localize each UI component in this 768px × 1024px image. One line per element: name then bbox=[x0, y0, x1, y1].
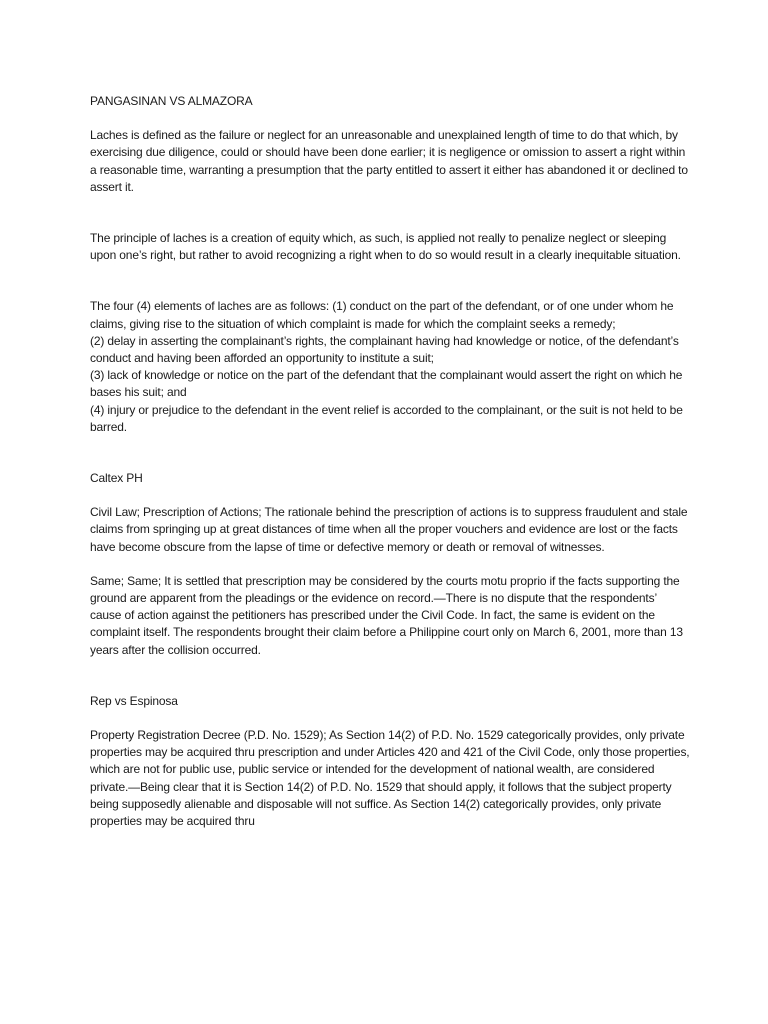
section-heading-pangasinan: PANGASINAN VS ALMAZORA bbox=[90, 94, 253, 108]
section-heading-rep-espinosa: Rep vs Espinosa bbox=[90, 693, 178, 708]
spacer bbox=[90, 110, 690, 127]
paragraph-laches-elements-4: (4) injury or prejudice to the defendant in the event relief is accorded to the complainant, or the suit is not held to be barred. bbox=[90, 402, 683, 434]
section-heading-caltex: Caltex PH bbox=[90, 471, 143, 486]
spacer bbox=[90, 659, 690, 693]
paragraph-laches-elements-3: (3) lack of knowledge or notice on the part of the defendant that the complainant would assert the right on which he bases his suit; and bbox=[90, 368, 683, 400]
paragraph-prescription-rationale: Civil Law; Prescription of Actions; The rationale behind the prescription of actions is to suppress fraudulent and stale claims from springing up at great distances of time when all the proper vouchers and evidence are lost or the facts have become obscure from the lapse of time or defective memory or death or removal of witnesses. bbox=[90, 505, 688, 554]
paragraph-laches-elements-1: The four (4) elements of laches are as follows: (1) conduct on the part of the defendant, or of one under whom he claims, giving rise to the situation of which complaint is made for which the complaint seeks a remedy; bbox=[90, 299, 674, 331]
paragraph-property-registration: Property Registration Decree (P.D. No. 1529); As Section 14(2) of P.D. No. 1529 categorically provides, only private properties may be acquired thru prescription and under Articles 420 and 421 of the Civil Code, only those properties, which are not for public use, public service or intended for the development of national wealth, are considered private.—Being clear that it is Section 14(2) of P.D. No. 1529 that should apply, it follows that the subject property being supposedly alienable and disposable will not suffice. As Section 14(2) categorically provides, only private properties may be acquired thru bbox=[90, 728, 690, 829]
spacer bbox=[90, 196, 690, 230]
spacer bbox=[90, 264, 690, 298]
paragraph-prescription-motu-proprio: Same; Same; It is settled that prescription may be considered by the courts motu proprio if the facts supporting the ground are apparent from the pleadings or the evidence on record.—There is no dispute that the respondents’ cause of action against the petitioners has prescribed under the Civil Code. In fact, the same is evident on the complaint itself. The respondents brought their claim before a Philippine court only on March 6, 2001, more than 13 years after the collision occurred. bbox=[90, 573, 683, 657]
spacer bbox=[90, 436, 690, 470]
spacer bbox=[90, 487, 690, 504]
paragraph-laches-principle: The principle of laches is a creation of equity which, as such, is applied not really to penalize neglect or sleeping upon one’s right, but rather to avoid recognizing a right when to do so would result in a clearly inequitable situation. bbox=[90, 231, 681, 263]
paragraph-laches-elements-2: (2) delay in asserting the complainant’s rights, the complainant having had knowledge or notice, of the defendant’s conduct and having been afforded an opportunity to institute a suit; bbox=[90, 333, 679, 366]
document-body bbox=[90, 93, 690, 830]
spacer bbox=[90, 710, 690, 727]
spacer bbox=[90, 556, 690, 573]
paragraph-laches-definition: Laches is defined as the failure or neglect for an unreasonable and unexplained length of time to do that which, by exercising due diligence, could or should have been done earlier; it is negligence or omission to assert a right within a reasonable time, warranting a presumption that the party entitled to assert it either has abandoned it or declined to assert it. bbox=[90, 128, 688, 194]
